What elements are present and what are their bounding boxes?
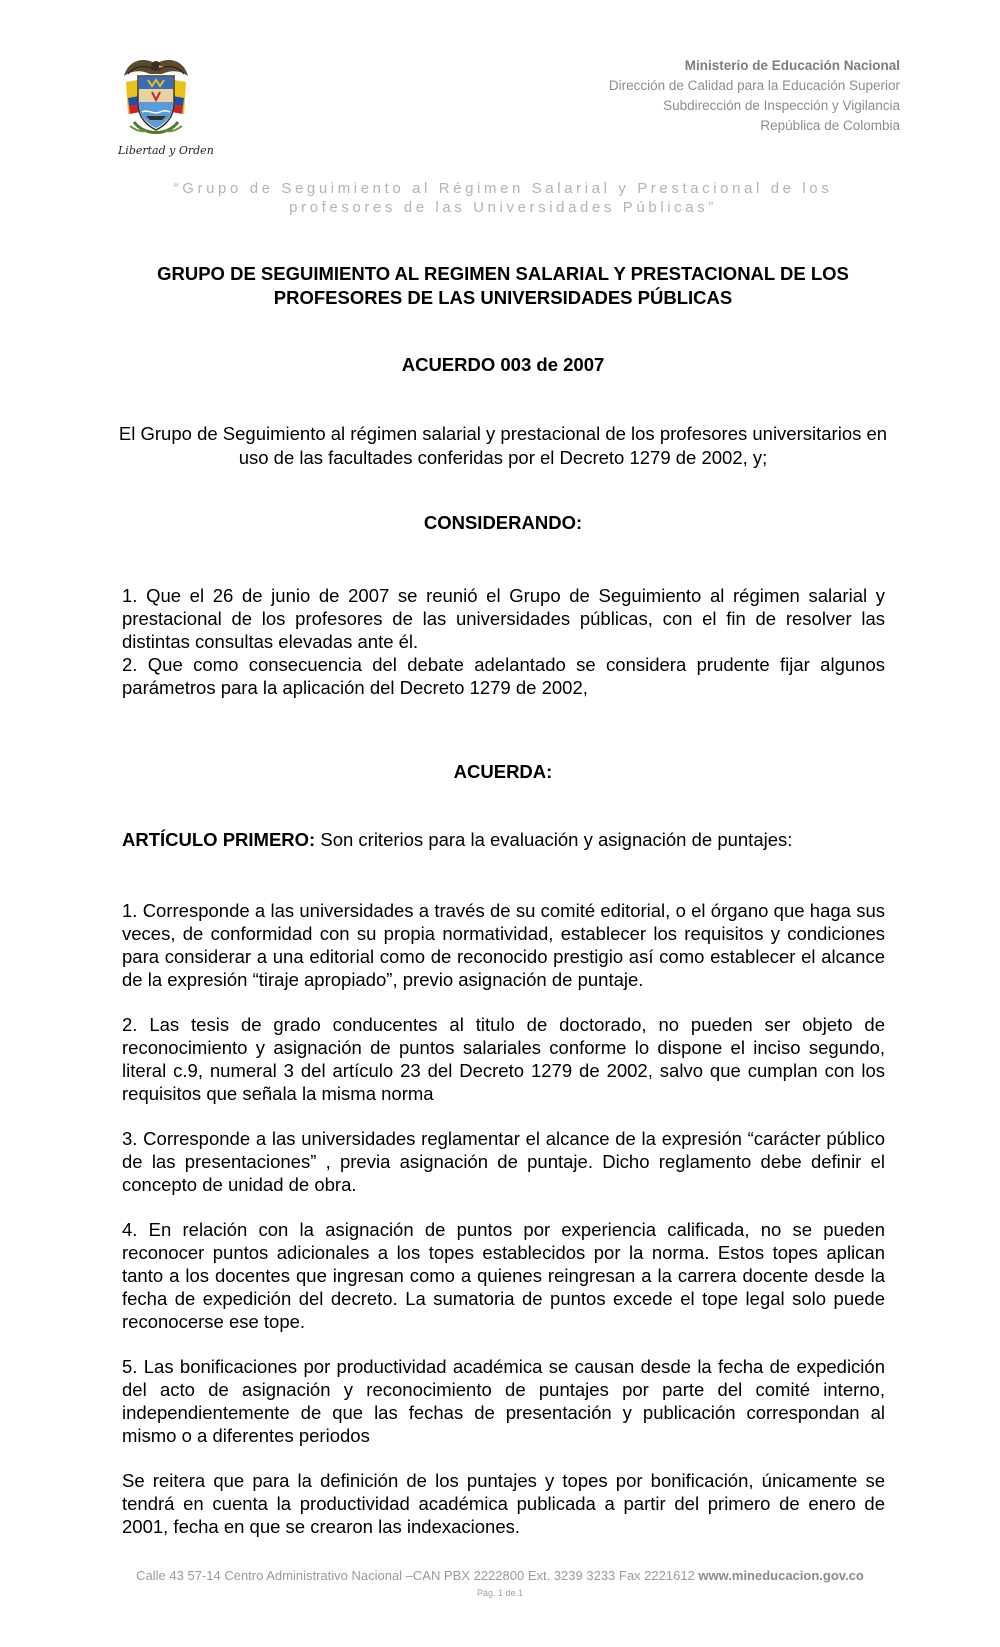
criterion-item: 2. Las tesis de grado conducentes al titulo de doctorado, no pueden ser objeto de reconocimiento y asignación de puntos salariales conforme lo dispone el inciso segundo, literal c.9, numeral 3 del artículo 23 del Decreto 1279 de 2002, salvo que cumplan con los requisitos que señala la misma norma [122, 1014, 885, 1104]
considerations-list [122, 584, 885, 699]
article-label: ARTÍCULO PRIMERO: [122, 829, 316, 850]
header-line-country: República de Colombia [760, 118, 900, 133]
footer-address [0, 1568, 1000, 1583]
preamble: El Grupo de Seguimiento al régimen salarial y prestacional de los profesores universitarios en uso de las facultades conferidas por el Decreto 1279 de 2002, y; [118, 423, 888, 468]
criteria-list [122, 899, 885, 1560]
footer-address-text: Calle 43 57-14 Centro Administrativo Nacional –CAN PBX 2222800 Ext. 3239 3233 Fax 2221612 [136, 1568, 695, 1583]
header-tagline: “Grupo de Seguimiento al Régimen Salarial y Prestacional de los profesores de las Universidades Públicas” [173, 180, 833, 216]
document-title: GRUPO DE SEGUIMIENTO AL REGIMEN SALARIAL Y PRESTACIONAL DE LOS PROFESORES DE LAS UNIVERSIDADES PÚBLICAS [157, 263, 849, 308]
header-line-subdirection: Subdirección de Inspección y Vigilancia [663, 98, 900, 113]
article-text: Son criterios para la evaluación y asignación de puntajes: [320, 829, 793, 850]
criterion-item: 3. Corresponde a las universidades reglamentar el alcance de la expresión “carácter público de las presentaciones” , previa asignación de puntaje. Dicho reglamento debe definir el concepto de unidad de obra. [122, 1128, 885, 1195]
considerando-heading: CONSIDERANDO: [423, 512, 583, 533]
ministry-name: Ministerio de Educación Nacional [684, 58, 900, 73]
criterion-item: 5. Las bonificaciones por productividad académica se causan desde la fecha de expedición del acto de asignación y reconocimiento de puntajes por parte del comité interno, independientemente de que las fechas de presentación y publicación correspondan al mismo o a diferentes periodos [122, 1356, 885, 1446]
header-line-direction: Dirección de Calidad para la Educación Superior [608, 78, 900, 93]
closing-paragraph: Se reitera que para la definición de los puntajes y topes por bonificación, únicamente se tendrá en cuenta la productividad académica publicada a partir del primero de enero de 2001, fecha en que se crearon las indexaciones. [122, 1470, 885, 1537]
criterion-item: 1. Corresponde a las universidades a través de su comité editorial, o el órgano que haga sus veces, de conformidad con su propia normatividad, establecer los requisitos y condiciones para considerar a una editorial como de reconocido prestigio así como establecer el alcance de la expresión “tiraje apropiado”, previo asignación de puntaje. [122, 900, 885, 990]
coat-of-arms-icon [118, 52, 194, 144]
ministry-header [609, 56, 900, 136]
page-number: Pág. 1 de 1 [476, 1588, 524, 1598]
consideration-item: 1. Que el 26 de junio de 2007 se reunió el Grupo de Seguimiento al régimen salarial y prestacional de los profesores de las universidades públicas, con el fin de resolver las distintas consultas elevadas ante él. [122, 585, 885, 652]
footer-website-link[interactable]: www.mineducacion.gov.co [698, 1568, 864, 1583]
article-heading [122, 829, 792, 851]
acuerda-heading: ACUERDA: [453, 761, 553, 782]
acuerdo-number: ACUERDO 003 de 2007 [401, 354, 605, 375]
consideration-item: 2. Que como consecuencia del debate adelantado se considera prudente fijar algunos parámetros para la aplicación del Decreto 1279 de 2002, [122, 654, 885, 698]
criterion-item: 4. En relación con la asignación de puntos por experiencia calificada, no se pueden reconocer puntos adicionales a los topes establecidos por la norma. Estos topes aplican tanto a los docentes que ingresan como a quienes reingresan a la carrera docente desde la fecha de expedición del decreto. La sumatoria de puntos excede el tope legal solo puede reconocerse ese tope. [122, 1219, 885, 1332]
crest-motto: Libertad y Orden [118, 144, 214, 157]
colombia-coat-of-arms-logo [118, 52, 214, 162]
